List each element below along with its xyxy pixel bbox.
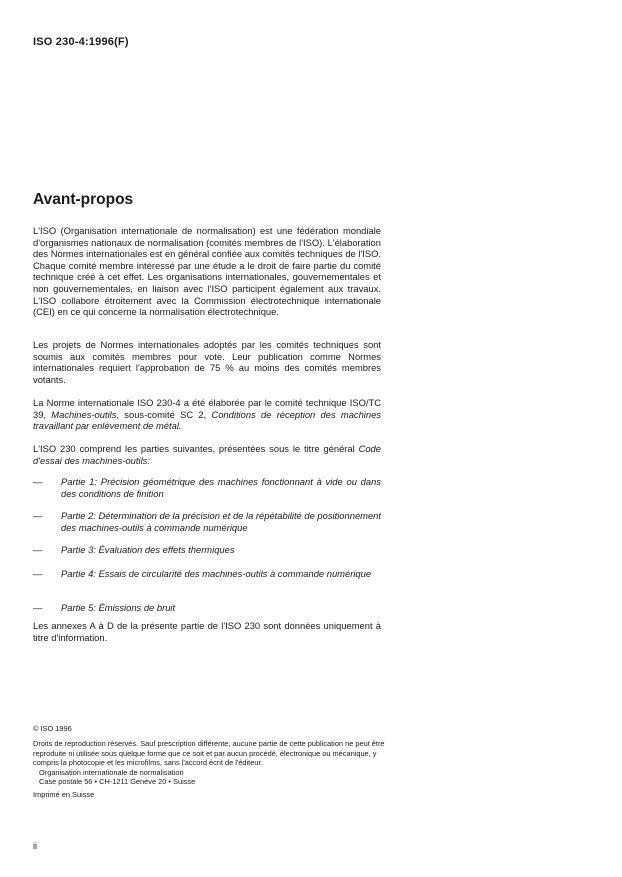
subcommittee-title: Conditions de réception des machines travaillant par enlèvement de métal. — [33, 408, 382, 432]
list-dash: — — [33, 544, 43, 555]
printed-notice: Imprimé en Suisse — [33, 790, 95, 800]
committee-title: Machines-outils — [51, 408, 117, 420]
list-dash: — — [33, 602, 43, 613]
copyright-notice: © ISO 1996 — [33, 724, 72, 733]
subcommittee-text: , sous-comité SC 2, — [116, 408, 212, 420]
part-title: Partie 4: Essais de circularité des machines-outils à commande numérique — [61, 568, 372, 579]
list-dash: — — [33, 510, 43, 521]
foreword-paragraph-annexes: Les annexes A à D de la présente partie de l'ISO 230 sont données uniquement à titre d'information. — [33, 620, 381, 643]
foreword-paragraph-iso: L'ISO (Organisation internationale de normalisation) est une fédération mondiale d'organismes nationaux de normalisation (comités membres de l'ISO). L'élaboration des Normes internationales est en général confiée aux comités techniques de l'ISO. Chaque comité membre intéressé par une étude a le droit de faire partie du comité technique créé à cet effet. Les organisations internationales, gouvernementales et non gouvernementales, en liaison avec l'ISO participent également aux travaux. L'ISO collabore étroitement avec la Commission électrotechnique internationale (CEI) en ce qui concerne la normalisation électrotechnique. — [33, 225, 381, 318]
page-number: ii — [33, 841, 37, 851]
rights-notice: Droits de reproduction réservés. Sauf prescription différente, aucune partie de cette publication ne peut être reproduite ni utilisée sous quelque forme que ce soit et par aucun procédé, électronique ou mécanique, y compris la photocopie et les microfilms, sans l'accord écrit de l'éditeur. — [33, 739, 385, 768]
part-title: Partie 5: Émissions de bruit — [61, 602, 176, 613]
parts-intro-text: L'ISO 230 comprend les parties suivantes, présentées sous le titre général — [33, 443, 359, 454]
list-item — [33, 544, 381, 556]
list-item — [33, 602, 381, 614]
list-dash: — — [33, 568, 43, 579]
part-title: Partie 3: Évaluation des effets thermiques — [61, 544, 235, 555]
foreword-paragraph-committee — [33, 397, 381, 432]
list-item — [33, 476, 381, 499]
section-title: Avant-propos — [33, 191, 134, 208]
foreword-paragraph-voting: Les projets de Normes internationales adoptés par les comités techniques sont soumis aux comités membres pour vote. Leur publication comme Normes internationales requiert l'approbation de 75 % au moins des comités membres votants. — [33, 339, 381, 385]
copyright-block — [33, 724, 385, 800]
list-dash: — — [33, 476, 43, 487]
part-title: Partie 1: Précision géométrique des machines fonctionnant à vide ou dans des conditions de finition — [61, 476, 381, 499]
part-title: Partie 2: Détermination de la précision et de la répétabilité de positionnement des machines-outils à commande numérique — [61, 510, 381, 533]
publisher-address: Case postale 56 • CH-1211 Genève 20 • Suisse — [39, 777, 196, 787]
list-item — [33, 568, 381, 580]
list-item — [33, 510, 381, 533]
committee-text: La Norme internationale ISO 230-4 a été élaborée par le comité technique ISO/TC 39, — [33, 397, 381, 420]
general-title: Code d'essai des machines-outils: — [33, 443, 381, 466]
foreword-paragraph-parts-intro — [33, 443, 381, 466]
publisher-name: Organisation internationale de normalisation — [39, 767, 184, 777]
document-identifier: ISO 230-4:1996(F) — [33, 36, 129, 48]
